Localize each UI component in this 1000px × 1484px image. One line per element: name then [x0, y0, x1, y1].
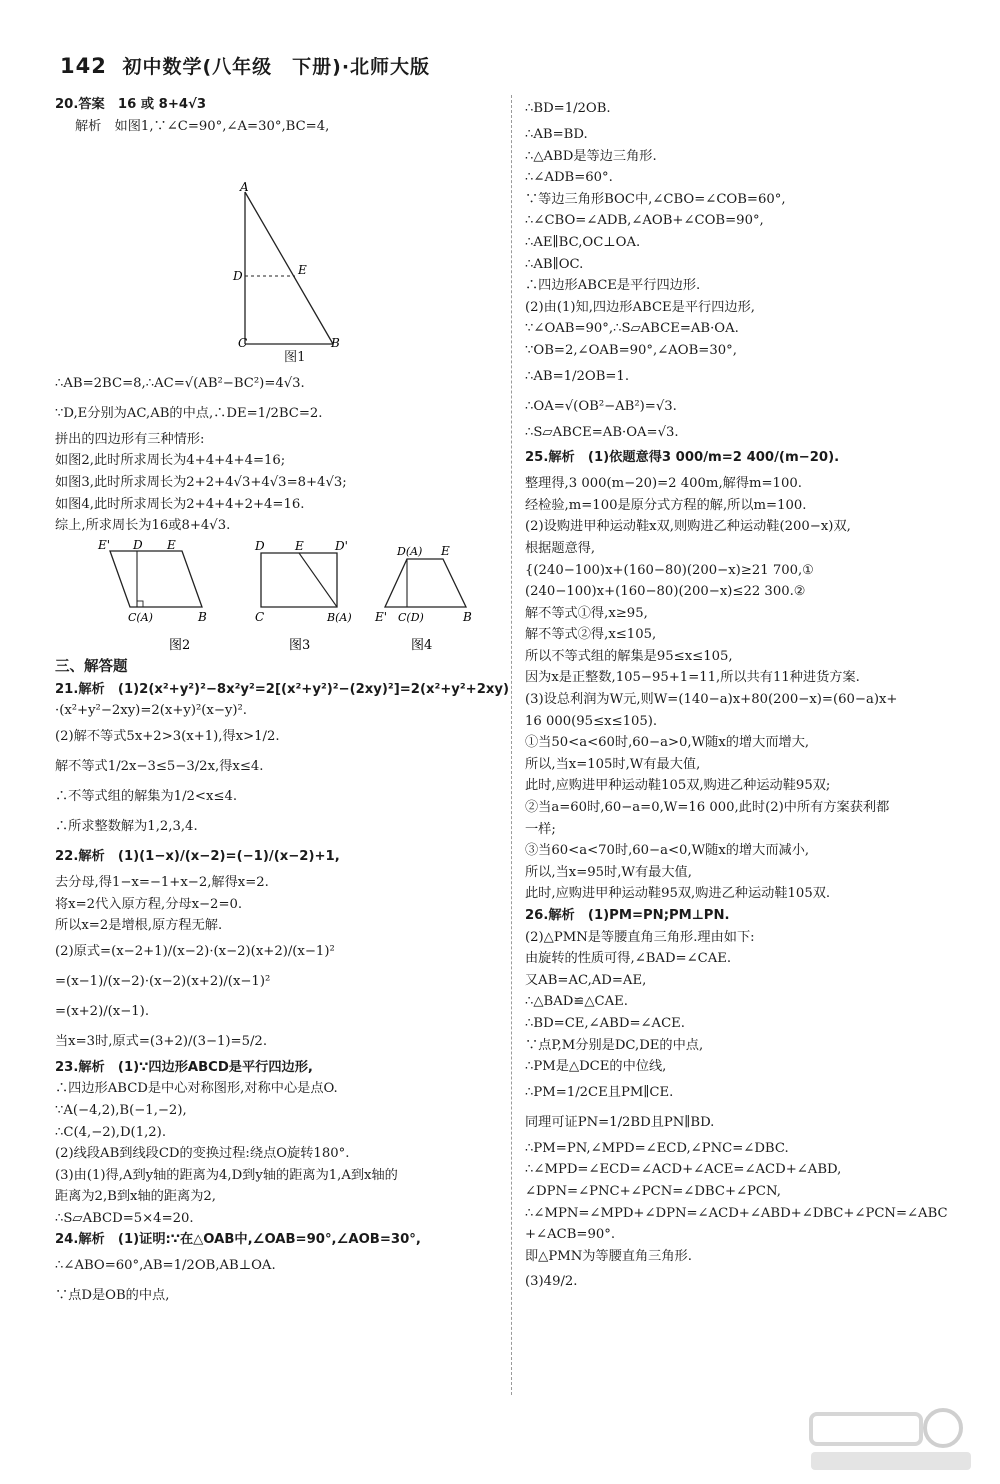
q20-analysis: 解析 如图1,∵∠C=90°,∠A=30°,BC=4, [75, 118, 330, 134]
q24-line: ∴S▱ABCE=AB·OA=√3. [525, 424, 679, 440]
q26-line: ∠DPN=∠PNC+∠PCN=∠DBC+∠PCN, [525, 1183, 781, 1199]
q24-line: ∴AB∥OC. [525, 256, 584, 272]
q24-line: ∴∠ADB=60°. [525, 170, 613, 186]
fig3-label-b: B(A) [327, 610, 352, 624]
fig1-label-a: A [240, 180, 249, 195]
q22-line: 当x=3时,原式=(3+2)/(3−1)=5/2. [55, 1033, 268, 1049]
fig2-label-e-prime: E' [98, 537, 111, 552]
q20-line: ∴AB=2BC=8,∴AC=√(AB²−BC²)=4√3. [55, 375, 305, 391]
q24-line: ∴AB=1/2OB=1. [525, 368, 630, 384]
column-divider [511, 95, 512, 1395]
q24-line: ∴四边形ABCE是平行四边形. [525, 278, 701, 294]
q22-line: =(x+2)/(x−1). [55, 1003, 150, 1019]
section-heading: 三、解答题 [55, 658, 128, 675]
q23-line: ∵A(−4,2),B(−1,−2), [55, 1102, 187, 1118]
q26-line: 由旋转的性质可得,∠BAD=∠CAE. [525, 951, 732, 967]
q26-line: ∴∠MPN=∠MPD+∠DPN=∠ACD+∠ABD+∠DBC+∠PCN=∠ABC [525, 1205, 948, 1221]
q24-line: ∵OB=2,∠OAB=90°,∠AOB=30°, [525, 342, 737, 358]
q25-line: 整理得,3 000(m−20)=2 400m,解得m=100. [525, 476, 802, 492]
q25-line: (3)设总利润为W元,则W=(140−a)x+80(200−x)=(60−a)x+ [525, 692, 898, 708]
fig2-label-c: C(A) [128, 610, 153, 624]
q23-line: ∴四边形ABCD是中心对称图形,对称中心是点O. [55, 1081, 338, 1097]
q25-line: 所以,当x=95时,W有最大值, [525, 864, 692, 880]
q22-line: 去分母,得1−x=−1+x−2,解得x=2. [55, 874, 269, 890]
q23-line: 距离为2,B到x轴的距离为2, [55, 1189, 216, 1205]
q25-line: 所以,当x=105时,W有最大值, [525, 756, 701, 772]
q21-line: ∴不等式组的解集为1/2<x≤4. [55, 788, 238, 804]
book-title: 初中数学(八年级 下册)·北师大版 [122, 56, 431, 78]
q25-line: 解不等式①得,x≥95, [525, 605, 648, 621]
q24-line: ∴∠ABO=60°,AB=1/2OB,AB⊥OA. [55, 1258, 276, 1274]
q26-line: 又AB=AC,AD=AE, [525, 972, 647, 988]
q25-line: {(240−100)x+(160−80)(200−x)≥21 700,① [525, 562, 815, 578]
fig2-label-b: B [198, 609, 207, 624]
q26-line: ∴PM=PN,∠MPD=∠ECD,∠PNC=∠DBC. [525, 1140, 789, 1156]
q25-line: 一样; [525, 821, 556, 837]
q26-line: ∴∠MPD=∠ECD=∠ACD+∠ACE=∠ACD+∠ABD, [525, 1162, 842, 1178]
fig4-label-c: C(D) [398, 610, 424, 624]
q25-analysis: 25.解析 (1)依题意得3 000/m=2 400/(m−20). [525, 450, 840, 466]
q24-line: ∴OA=√(OB²−AB²)=√3. [525, 398, 677, 414]
q26-line: ∴BD=CE,∠ABD=∠ACE. [525, 1015, 685, 1031]
q25-line: 经检验,m=100是原分式方程的解,所以m=100. [525, 497, 807, 513]
q25-line: 16 000(95≤x≤105). [525, 713, 658, 729]
page-number: 142 [60, 54, 107, 78]
q22-analysis: 22.解析 (1)(1−x)/(x−2)=(−1)/(x−2)+1, [55, 848, 340, 864]
q20-line: 如图4,此时所求周长为2+4+4+2+4=16. [55, 496, 305, 512]
page-header [60, 52, 430, 79]
fig3-label-e: E [295, 538, 304, 553]
q24-line: ∵等边三角形BOC中,∠CBO=∠COB=60°, [525, 191, 786, 207]
q25-line: ③当60<a<70时,60−a<0,W随x的增大而减小, [525, 843, 810, 859]
figure-1 [55, 137, 500, 347]
q20-line: ∵D,E分别为AC,AB的中点,∴DE=1/2BC=2. [55, 405, 323, 421]
q21-analysis: 21.解析 (1)2(x²+y²)²−8x²y²=2[(x²+y²)²−(2xy)²]=2(x²+y²+2xy) [55, 681, 510, 697]
q25-line: ②当a=60时,60−a=0,W=16 000,此时(2)中所有方案获利都 [525, 800, 890, 816]
fig1-label-d: D [233, 269, 243, 284]
q26-line: ∴PM是△DCE的中位线, [525, 1059, 667, 1075]
figures-2-4 [55, 537, 500, 655]
triangle-figure [55, 137, 500, 347]
q23-line: ∴S▱ABCD=5×4=20. [55, 1210, 194, 1226]
q26-line: ∴△BAD≌△CAE. [525, 994, 628, 1010]
q20-line: 如图2,此时所求周长为4+4+4+4=16; [55, 453, 286, 469]
q24-line: ∵点D是OB的中点, [55, 1288, 170, 1304]
parallelogram-figures [55, 537, 500, 655]
q25-line: 此时,应购进甲种运动鞋105双,购进乙种运动鞋95双; [525, 778, 831, 794]
q26-line: ∵点P,M分别是DC,DE的中点, [525, 1037, 704, 1053]
fig3-label-d-prime: D' [335, 538, 348, 553]
fig1-label-e: E [298, 263, 307, 278]
q26-line: +∠ACB=90°. [525, 1227, 616, 1243]
fig1-label-b: B [331, 336, 340, 348]
q25-line: ①当50<a<60时,60−a>0,W随x的增大而增大, [525, 735, 810, 751]
fig4-label-d: D(A) [397, 544, 423, 558]
fig2-label-d: D [133, 537, 143, 552]
q23-line: ∴C(4,−2),D(1,2). [55, 1124, 167, 1140]
fig1-label-c: C [238, 336, 248, 348]
fig3-label-d: D [255, 538, 265, 553]
q23-line: (3)由(1)得,A到y轴的距离为4,D到y轴的距离为1,A到x轴的 [55, 1167, 398, 1183]
fig3-label-c: C [255, 609, 265, 624]
q24-line: ∵∠OAB=90°,∴S▱ABCE=AB·OA. [525, 321, 739, 337]
q21-line: ∴所求整数解为1,2,3,4. [55, 818, 198, 834]
q22-line: (2)原式=(x−2+1)/(x−2)·(x−2)(x+2)/(x−1)² [55, 943, 335, 959]
q25-line: 因为x是正整数,105−95+1=11,所以共有11种进货方案. [525, 670, 860, 686]
q25-line: 解不等式②得,x≤105, [525, 627, 657, 643]
q25-line: 此时,应购进甲种运动鞋95双,购进乙种运动鞋105双. [525, 886, 831, 902]
q20-line: 拼出的四边形有三种情形: [55, 431, 205, 447]
fig2-label-e: E [167, 537, 176, 552]
q21-line: (2)解不等式5x+2>3(x+1),得x>1/2. [55, 728, 280, 744]
left-column [55, 94, 510, 1311]
q26-line: (3)49/2. [525, 1274, 578, 1290]
q25-line: 所以不等式组的解集是95≤x≤105, [525, 648, 733, 664]
q26-analysis: 26.解析 (1)PM=PN;PM⊥PN. [525, 908, 730, 923]
fig4-caption: 图4 [411, 637, 433, 653]
q21-line: 解不等式1/2x−3≤5−3/2x,得x≤4. [55, 758, 264, 774]
fig4-label-b: B [463, 609, 472, 624]
q25-line: 根据题意得, [525, 540, 596, 556]
q22-line: 所以x=2是增根,原方程无解. [55, 918, 223, 934]
q24-line: (2)由(1)知,四边形ABCE是平行四边形, [525, 299, 755, 315]
q20-answer: 20.答案 16 或 8+4√3 [55, 97, 207, 112]
q24-line: ∴△ABD是等边三角形. [525, 148, 657, 164]
q24-line: ∴BD=1/2OB. [525, 101, 611, 116]
q23-analysis: 23.解析 (1)∵四边形ABCD是平行四边形, [55, 1059, 313, 1075]
right-column [525, 94, 970, 1297]
fig2-caption: 图2 [169, 637, 191, 653]
q21-line: ·(x²+y²−2xy)=2(x+y)²(x−y)². [55, 703, 247, 719]
q24-analysis: 24.解析 (1)证明:∵在△OAB中,∠OAB=90°,∠AOB=30°, [55, 1232, 421, 1248]
q24-line: ∴AB=BD. [525, 127, 588, 142]
watermark-logo [803, 1406, 978, 1476]
q22-line: 将x=2代入原方程,分母x−2=0. [55, 896, 243, 912]
q20-line: 综上,所求周长为16或8+4√3. [55, 518, 231, 534]
q25-line: (2)设购进甲种运动鞋x双,则购进乙种运动鞋(200−x)双, [525, 519, 851, 535]
q26-line: 同理可证PN=1/2BD且PN∥BD. [525, 1114, 715, 1130]
q23-line: (2)线段AB到线段CD的变换过程:绕点O旋转180°. [55, 1146, 350, 1162]
q25-line: (240−100)x+(160−80)(200−x)≤22 300.② [525, 584, 806, 600]
fig1-caption: 图1 [284, 350, 306, 366]
q26-line: ∴PM=1/2CE且PM∥CE. [525, 1084, 674, 1100]
fig4-label-e: E [441, 543, 450, 558]
q20-line: 如图3,此时所求周长为2+2+4√3+4√3=8+4√3; [55, 474, 347, 490]
fig4-label-e-prime: E' [375, 609, 388, 624]
q24-line: ∴∠CBO=∠ADB,∠AOB+∠COB=90°, [525, 213, 764, 229]
q22-line: =(x−1)/(x−2)·(x−2)(x+2)/(x−1)² [55, 973, 271, 989]
q26-line: 即△PMN为等腰直角三角形. [525, 1248, 692, 1264]
q24-line: ∴AE∥BC,OC⊥OA. [525, 234, 641, 250]
q26-line: (2)△PMN是等腰直角三角形.理由如下: [525, 929, 755, 945]
fig3-caption: 图3 [289, 637, 311, 653]
